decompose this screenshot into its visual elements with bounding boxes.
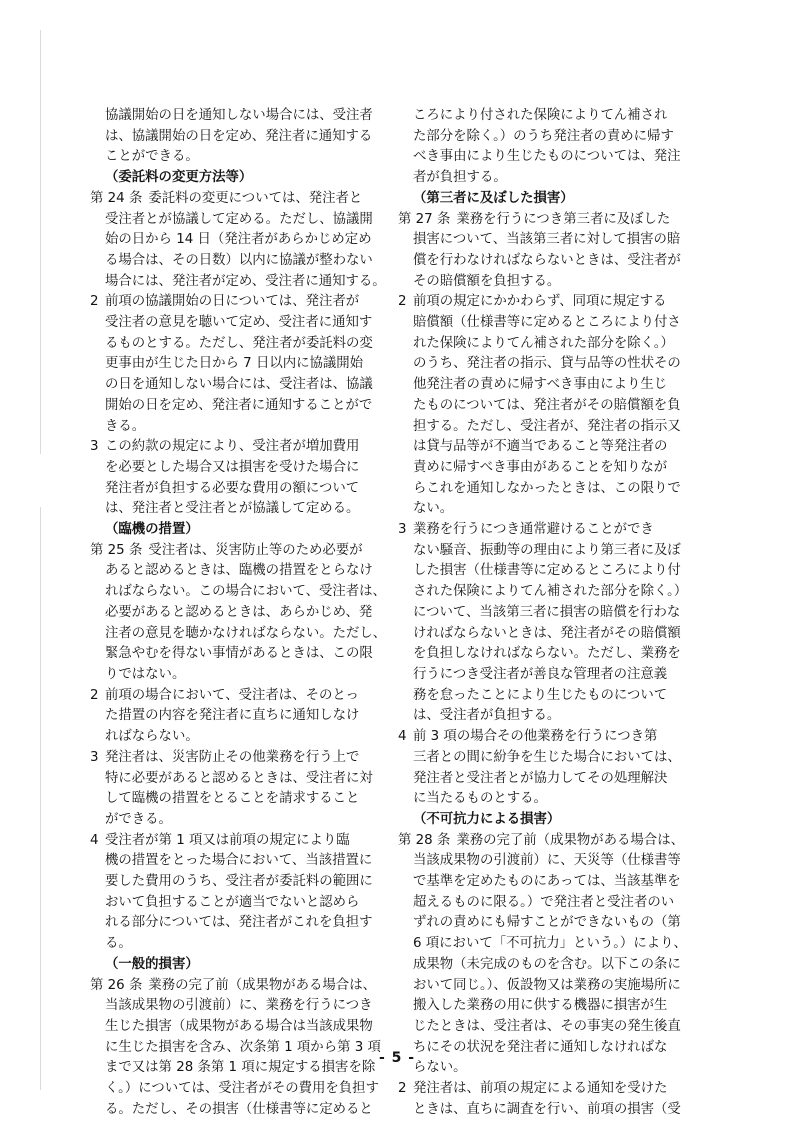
- paragraph-number: 4: [90, 832, 99, 848]
- text-line: べき事由により生じたものについては、発注: [413, 149, 681, 165]
- text-line: に当たるものとする。: [413, 791, 547, 807]
- text-line: 受注者とが協議して定める。ただし、協議開: [105, 211, 373, 227]
- text-line: らない。: [413, 1060, 467, 1076]
- text-line: りではない。: [105, 666, 186, 682]
- text-line: 超えるものに限る。）で発注者と受注者のい: [413, 894, 675, 910]
- page-number: - 5 -: [378, 1050, 416, 1066]
- text-line: 生じた損害（成果物がある場合は当該成果物: [105, 1018, 373, 1034]
- text-line: その賠償額を負担する。: [413, 273, 561, 289]
- text-line: おいて同じ。）、仮設物又は業務の実施場所に: [413, 977, 681, 993]
- numbered-paragraph: [90, 292, 386, 437]
- article-number: 第 26 条: [90, 977, 143, 993]
- text-line: 当該成果物の引渡前）に、天災等（仕様書等: [413, 853, 681, 869]
- text-line: 受注者は、災害防止等のため必要が: [148, 542, 363, 558]
- text-line: 要した費用のうち、受注者が委託料の範囲に: [105, 874, 373, 890]
- text-line: る。: [105, 936, 132, 952]
- text-line: 受注者の意見を聴いて定め、受注者に通知す: [105, 315, 373, 331]
- text-line: 業務を行うにつき第三者に及ぼした: [456, 211, 671, 227]
- text-line: 発注者は、前項の規定による通知を受けた: [413, 1081, 668, 1097]
- text-line: 機の措置をとった場合において、当該措置に: [105, 853, 373, 869]
- text-line: 損害について、当該第三者に対して損害の賠: [413, 232, 681, 248]
- text-line: ない騒音、振動等の理由により第三者に及ぼ: [413, 542, 681, 558]
- text-line: れる部分については、発注者がこれを負担す: [105, 915, 373, 931]
- article-number: 第 28 条: [398, 832, 451, 848]
- text-line: まで又は第 28 条第 1 項に規定する損害を除: [105, 1060, 376, 1076]
- text-line: 発注者は、災害防止その他業務を行う上で: [105, 749, 360, 765]
- text-line: おいて負担することが適当でないと認めら: [105, 894, 360, 910]
- text-line: ちにその状況を発注者に通知しなければな: [413, 1039, 668, 1055]
- text-line: た部分を除く。）のうち発注者の責めに帰す: [413, 128, 674, 144]
- text-line: 他発注者の責めに帰すべき事由により生じ: [413, 377, 668, 393]
- text-line: ずれの責めにも帰すことができないもの（第: [413, 915, 681, 931]
- text-line: 者が負担する。: [413, 170, 507, 186]
- text-line: 注者の意見を聴かなければならない。ただし、: [105, 625, 387, 641]
- article-paragraph: [90, 541, 386, 686]
- text-line: ころにより付された保険によりてん補され: [413, 108, 668, 123]
- text-line: る場合は、その日数）以内に協議が整わない: [105, 252, 373, 268]
- text-line: 前項の規定にかかわらず、同項に規定する: [413, 294, 667, 310]
- text-line: 発注者と受注者とが協力してその処理解決: [413, 770, 668, 786]
- text-line: 業務を行うにつき通常避けることができ: [413, 522, 654, 538]
- text-line: きる。: [105, 418, 146, 434]
- numbered-paragraph: [398, 1079, 694, 1120]
- text-line: 6 項において「不可抗力」という。）により、: [413, 936, 687, 952]
- text-line: 償を行わなければならないときは、受注者が: [413, 252, 681, 268]
- text-line: ければならないときは、発注者がその賠償額: [413, 625, 681, 641]
- text-line: された保険によりてん補された部分を除く。）: [413, 584, 688, 600]
- numbered-paragraph: [90, 686, 386, 748]
- text-line: 受注者が第 1 項又は前項の規定により臨: [105, 832, 350, 848]
- paragraph-number: 2: [90, 294, 99, 310]
- article-paragraph: [398, 831, 694, 1079]
- numbered-paragraph: [398, 520, 694, 727]
- article-number: 第 27 条: [398, 211, 451, 227]
- text-line: あると認めるときは、臨機の措置をとらなけ: [105, 563, 373, 579]
- text-line: を必要とした場合又は損害を受けた場合に: [105, 459, 360, 475]
- text-line: ときは、直ちに調査を行い、前項の損害（受: [413, 1101, 681, 1117]
- paragraph-number: 3: [90, 749, 99, 765]
- paragraph-number: 3: [398, 522, 407, 538]
- text-line: 委託料の変更については、発注者と: [148, 190, 363, 206]
- text-line: く。）については、受注者がその費用を負担す: [105, 1081, 379, 1097]
- text-line: 協議開始の日を通知しない場合には、受注者: [105, 108, 373, 123]
- text-line: 緊急やむを得ない事情があるときは、この限: [105, 646, 373, 662]
- text-line: 開始の日を定め、発注者に通知することがで: [105, 397, 373, 413]
- text-line: 賠償額（仕様書等に定めるところにより付さ: [413, 315, 681, 331]
- section-heading: （臨機の措置）: [105, 522, 199, 538]
- text-line: 前項の場合において、受注者は、そのとっ: [105, 687, 359, 703]
- text-line: ことができる。: [105, 149, 199, 165]
- section-heading: （委託料の変更方法等）: [105, 170, 253, 186]
- text-line: の日を通知しない場合には、受注者は、協議: [105, 377, 373, 393]
- right-column: [398, 106, 694, 1120]
- text-line: ができる。: [105, 811, 172, 827]
- text-line: ない。: [413, 501, 454, 517]
- text-line: 搬入した業務の用に供する機器に損害が生: [413, 998, 668, 1014]
- text-line: 務を怠ったことにより生じたものについて: [413, 687, 668, 703]
- text-line: 更事由が生じた日から 7 日以内に協議開始: [105, 356, 364, 372]
- section-heading: （一般的損害）: [105, 956, 199, 972]
- text-line: 特に必要があると認めるときは、受注者に対: [105, 770, 373, 786]
- text-line: 発注者が負担する必要な費用の額について: [105, 480, 360, 496]
- text-line: 場合には、発注者が定め、受注者に通知する。: [105, 273, 386, 289]
- text-line: 業務の完了前（成果物がある場合は、: [148, 977, 376, 993]
- text-line: ればならない。: [105, 729, 199, 745]
- text-line: 前 3 項の場合その他業務を行うにつき第: [413, 729, 658, 745]
- text-line: は、発注者と受注者とが協議して定める。: [105, 501, 360, 517]
- text-line: るものとする。ただし、発注者が委託料の変: [105, 335, 373, 351]
- text-line: した損害（仕様書等に定めるところにより付: [413, 563, 681, 579]
- numbered-paragraph: [90, 437, 386, 520]
- text-line: れた保険によりてん補された部分を除く。）: [413, 335, 674, 351]
- numbered-paragraph: [398, 727, 694, 810]
- numbered-paragraph: [90, 831, 386, 955]
- text-line: 行うにつき受注者が善良な管理者の注意義: [413, 666, 668, 682]
- paragraph-number: 4: [398, 729, 407, 745]
- paragraph-number: 2: [398, 294, 407, 310]
- section-heading: （不可抗力による損害）: [413, 811, 561, 827]
- text-line: 成果物（未完成のものを含む。以下この条に: [413, 956, 681, 972]
- text-line: は、受注者が負担する。: [413, 708, 561, 724]
- paragraph-number: 3: [90, 439, 99, 455]
- text-line: 業務の完了前（成果物がある場合は、: [456, 832, 684, 848]
- text-line: を負担しなければならない。ただし、業務を: [413, 646, 681, 662]
- text-line: 当該成果物の引渡前）に、業務を行うにつき: [105, 998, 373, 1014]
- text-line: 三者との間に紛争を生じた場合においては、: [413, 749, 681, 765]
- text-line: ればならない。この場合において、受注者は、: [105, 584, 386, 600]
- text-line: る。ただし、その損害（仕様書等に定めると: [105, 1101, 373, 1117]
- text-line: 必要があると認めるときは、あらかじめ、発: [105, 604, 373, 620]
- article-paragraph: [90, 189, 386, 293]
- paragraph-number: 2: [398, 1081, 407, 1097]
- text-line: この約款の規定により、受注者が増加費用: [105, 439, 360, 455]
- text-line: 前項の協議開始の日については、発注者が: [105, 294, 360, 310]
- numbered-paragraph: [398, 292, 694, 520]
- text-line: は、協議開始の日を定め、発注者に通知する: [105, 128, 373, 144]
- text-line: たものについては、発注者がその賠償額を負: [413, 397, 681, 413]
- text-line: は貸与品等が不適当であること等発注者の: [413, 439, 668, 455]
- numbered-paragraph: [90, 748, 386, 831]
- article-paragraph: [398, 210, 694, 293]
- text-line: じたときは、受注者は、その事実の発生後直: [413, 1018, 681, 1034]
- scan-edge-line: [40, 30, 41, 1090]
- text-line: た措置の内容を発注者に直ちに通知しなけ: [105, 708, 360, 724]
- text-line: 担する。ただし、受注者が、発注者の指示又: [413, 418, 681, 434]
- continued-paragraph: [90, 106, 386, 168]
- text-line: 始の日から 14 日（発注者があらかじめ定め: [105, 232, 372, 248]
- text-line: して臨機の措置をとることを請求すること: [105, 791, 360, 807]
- text-line: のうち、発注者の指示、貸与品等の性状その: [413, 356, 681, 372]
- text-line: 責めに帰すべき事由があることを知りなが: [413, 459, 668, 475]
- article-paragraph: [90, 976, 386, 1121]
- paragraph-number: 2: [90, 687, 99, 703]
- text-line: で基準を定めたものにあっては、当該基準を: [413, 874, 681, 890]
- text-line: に生じた損害を含み、次条第 1 項から第 3 項: [105, 1039, 381, 1055]
- article-number: 第 25 条: [90, 542, 143, 558]
- left-column: [90, 106, 386, 1120]
- text-line: らこれを通知しなかったときは、この限りで: [413, 480, 681, 496]
- section-heading: （第三者に及ぼした損害）: [413, 190, 574, 206]
- continued-paragraph: [398, 106, 694, 189]
- text-line: について、当該第三者に損害の賠償を行わな: [413, 604, 681, 620]
- article-number: 第 24 条: [90, 190, 143, 206]
